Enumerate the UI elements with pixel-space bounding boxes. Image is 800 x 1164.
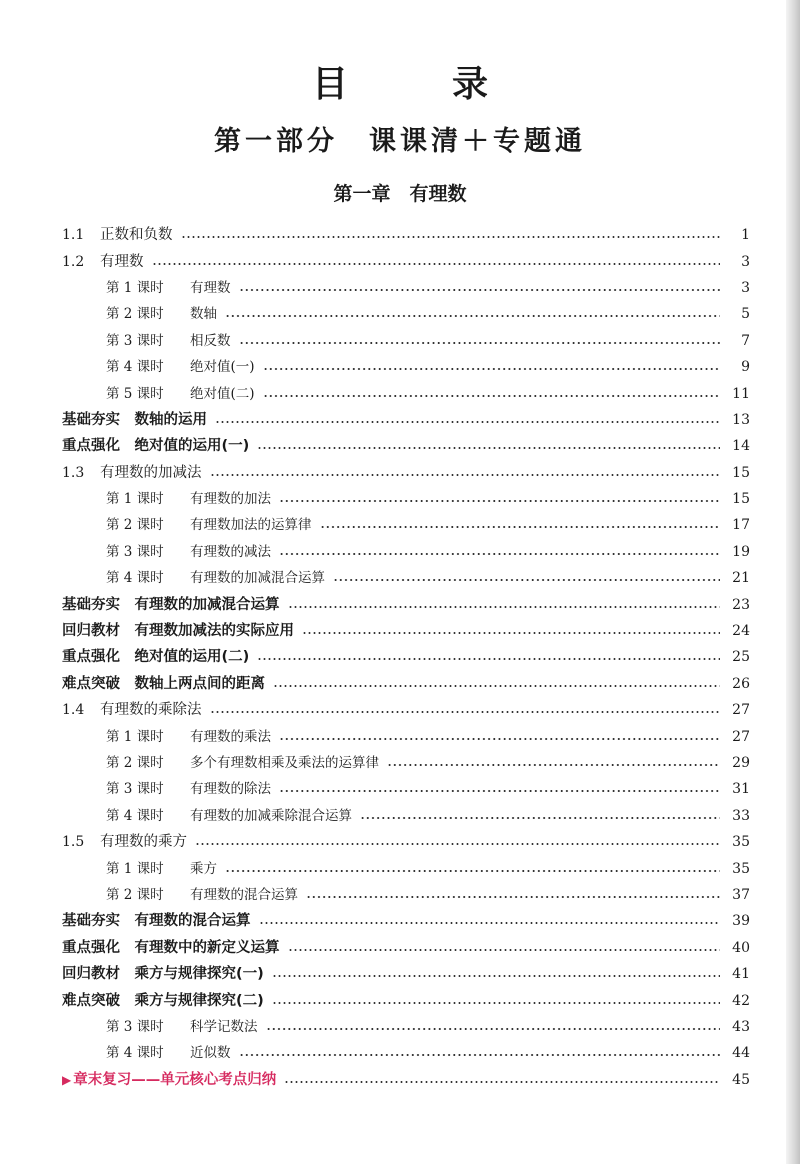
dot-leader (215, 421, 720, 423)
entry-label: 难点突破 数轴上两点间的距离 (62, 675, 265, 692)
page-number: 7 (741, 332, 750, 349)
page-number: 39 (732, 913, 750, 930)
entry-label: 有理数的混合运算 (190, 886, 298, 903)
toc-topic-row[interactable] (62, 987, 750, 1013)
entry-label: 有理数的乘法 (190, 728, 271, 745)
lesson-number: 第 3 课时 (106, 332, 164, 349)
dot-leader (288, 949, 721, 951)
page-number: 19 (732, 543, 750, 560)
toc-section-row[interactable] (62, 248, 750, 274)
page-number: 3 (741, 253, 750, 270)
page-number: 35 (732, 834, 750, 851)
lesson-number: 第 2 课时 (106, 755, 164, 771)
toc-lesson-row[interactable] (62, 354, 750, 380)
toc-lesson-row[interactable] (62, 486, 750, 512)
dot-leader (239, 1054, 721, 1056)
lesson-number: 第 3 课时 (106, 781, 164, 798)
dot-leader (181, 236, 721, 238)
lesson-number: 第 3 课时 (106, 1018, 164, 1035)
page-number: 35 (732, 860, 750, 877)
section-number: 1.1 (62, 227, 85, 244)
toc-topic-row[interactable] (62, 407, 750, 433)
toc-lesson-row[interactable] (62, 855, 750, 881)
dot-leader (279, 738, 720, 740)
page-number: 9 (741, 359, 750, 376)
lesson-number: 第 1 课时 (106, 728, 164, 745)
entry-label: 有理数的乘除法 (100, 702, 202, 719)
entry-label: 回归教材 乘方与规律探究(一) (62, 966, 264, 983)
dot-leader (360, 817, 720, 819)
lesson-number: 第 4 课时 (106, 570, 164, 587)
dot-leader (272, 1002, 720, 1004)
toc-section-row[interactable] (62, 697, 750, 723)
page-edge-shadow (786, 0, 800, 1164)
entry-label: 有理数 (100, 253, 144, 270)
dot-leader (195, 843, 720, 845)
dot-leader (320, 526, 721, 528)
toc-topic-row[interactable] (62, 935, 750, 961)
page-number: 25 (732, 649, 750, 666)
entry-label: 有理数的乘方 (100, 834, 187, 851)
page-number: 21 (732, 570, 750, 587)
entry-label: 数轴 (190, 306, 217, 323)
dot-leader (306, 896, 720, 898)
lesson-number: 第 1 课时 (106, 279, 164, 296)
dot-leader (210, 711, 721, 713)
toc-lesson-row[interactable] (62, 301, 750, 327)
page-number: 14 (732, 438, 750, 455)
lesson-number: 第 4 课时 (106, 807, 164, 824)
dot-leader (225, 315, 720, 317)
page-number: 45 (732, 1071, 750, 1088)
toc-lesson-row[interactable] (62, 275, 750, 301)
dot-leader (259, 922, 721, 924)
entry-label: 乘方 (190, 860, 217, 877)
toc-lesson-row[interactable] (62, 1014, 750, 1040)
entry-label: 回归教材 有理数加减法的实际应用 (62, 623, 294, 640)
section-number: 1.3 (62, 464, 85, 481)
lesson-number: 第 4 课时 (106, 1045, 164, 1062)
lesson-number: 第 3 课时 (106, 543, 164, 560)
toc-topic-row[interactable] (62, 591, 750, 617)
toc-lesson-row[interactable] (62, 380, 750, 406)
chapter-title: 第一章 有理数 (333, 183, 467, 205)
dot-leader (288, 606, 721, 608)
dot-leader (387, 764, 720, 766)
page-number: 26 (732, 675, 750, 692)
page-number: 41 (732, 966, 750, 983)
page-number: 11 (732, 385, 750, 402)
entry-label: 有理数的加减混合运算 (190, 570, 325, 587)
toc-lesson-row[interactable] (62, 882, 750, 908)
page-number: 42 (732, 992, 750, 1009)
section-number: 1.5 (62, 834, 85, 851)
dot-leader (279, 790, 720, 792)
entry-label: 多个有理数相乘及乘法的运算律 (190, 755, 379, 771)
toc-list (62, 222, 750, 1093)
toc-lesson-row[interactable] (62, 776, 750, 802)
entry-label: 重点强化 有理数中的新定义运算 (62, 939, 280, 956)
page-number: 15 (732, 464, 750, 481)
page-number: 27 (732, 728, 750, 745)
toc-lesson-row[interactable] (62, 803, 750, 829)
toc-lesson-row[interactable] (62, 1040, 750, 1066)
dot-leader (273, 685, 720, 687)
entry-label: 相反数 (190, 332, 231, 349)
lesson-number: 第 5 课时 (106, 385, 164, 402)
toc-lesson-row[interactable] (62, 750, 750, 776)
entry-label: 有理数的加减乘除混合运算 (190, 807, 352, 824)
entry-label: 近似数 (190, 1045, 231, 1062)
toc-section-row[interactable] (62, 829, 750, 855)
dot-leader (152, 263, 721, 265)
toc-section-row[interactable] (62, 460, 750, 486)
toc-topic-row[interactable] (62, 908, 750, 934)
page-number: 13 (732, 411, 750, 428)
page-number: 24 (732, 623, 750, 640)
entry-label: 基础夯实 有理数的加减混合运算 (62, 596, 280, 613)
dot-leader (333, 579, 720, 581)
entry-label: 绝对值(一) (190, 359, 255, 376)
dot-leader (279, 500, 720, 502)
toc-lesson-row[interactable] (62, 512, 750, 538)
page-number: 15 (732, 491, 750, 508)
page-number: 17 (732, 517, 750, 534)
toc-topic-row[interactable] (62, 644, 750, 670)
page-number: 1 (741, 227, 750, 244)
dot-leader (263, 368, 720, 370)
dot-leader (257, 447, 720, 449)
page-number: 43 (732, 1018, 750, 1035)
entry-label: 难点突破 乘方与规律探究(二) (62, 992, 264, 1009)
page-number: 3 (741, 279, 750, 296)
lesson-number: 第 4 课时 (106, 359, 164, 376)
dot-leader (272, 975, 720, 977)
page-number: 29 (732, 755, 750, 771)
toc-topic-row[interactable] (62, 961, 750, 987)
page-number: 33 (732, 807, 750, 824)
entry-label: 有理数加法的运算律 (190, 517, 312, 534)
dot-leader (284, 1081, 720, 1083)
dot-leader (257, 658, 720, 660)
dot-leader (263, 395, 720, 397)
dot-leader (279, 553, 720, 555)
lesson-number: 第 2 课时 (106, 517, 164, 534)
toc-section-row[interactable] (62, 222, 750, 248)
part-title: 第一部分 课课清＋专题通 (214, 126, 586, 157)
page-number: 5 (741, 306, 750, 323)
lesson-number: 第 2 课时 (106, 306, 164, 323)
triangle-right-icon: ▶ (62, 1072, 72, 1087)
entry-label: 有理数的加法 (190, 491, 271, 508)
entry-label: 绝对值(二) (190, 385, 255, 402)
entry-label: 正数和负数 (100, 227, 173, 244)
entry-label: 基础夯实 有理数的混合运算 (62, 913, 251, 930)
dot-leader (239, 342, 721, 344)
lesson-number: 第 1 课时 (106, 491, 164, 508)
page-number: 23 (732, 596, 750, 613)
toc-lesson-row[interactable] (62, 723, 750, 749)
section-number: 1.2 (62, 253, 85, 270)
page-number: 44 (732, 1045, 750, 1062)
entry-label: 有理数的加减法 (100, 464, 202, 481)
toc-lesson-row[interactable] (62, 539, 750, 565)
toc-review-row[interactable] (62, 1067, 750, 1093)
entry-label: 科学记数法 (190, 1018, 258, 1035)
page-number: 27 (732, 702, 750, 719)
toc-lesson-row[interactable] (62, 328, 750, 354)
entry-label: 基础夯实 数轴的运用 (62, 411, 207, 428)
entry-label: 章末复习——单元核心考点归纳 (73, 1071, 277, 1088)
dot-leader (302, 632, 720, 634)
lesson-number: 第 2 课时 (106, 886, 164, 903)
entry-label: 有理数的除法 (190, 781, 271, 798)
page-number: 37 (732, 886, 750, 903)
page-number: 31 (732, 781, 750, 798)
toc-topic-row[interactable] (62, 618, 750, 644)
section-number: 1.4 (62, 702, 85, 719)
dot-leader (210, 474, 721, 476)
toc-topic-row[interactable] (62, 433, 750, 459)
toc-topic-row[interactable] (62, 671, 750, 697)
toc-lesson-row[interactable] (62, 565, 750, 591)
dot-leader (225, 870, 720, 872)
entry-label: 重点强化 绝对值的运用(二) (62, 649, 250, 666)
entry-label: 有理数的减法 (190, 543, 271, 560)
page-number: 40 (732, 939, 750, 956)
dot-leader (266, 1028, 721, 1030)
entry-label: 重点强化 绝对值的运用(一) (62, 438, 250, 455)
entry-label: 有理数 (190, 279, 231, 296)
lesson-number: 第 1 课时 (106, 860, 164, 877)
toc-title: 目 录 (311, 63, 522, 105)
dot-leader (239, 289, 721, 291)
